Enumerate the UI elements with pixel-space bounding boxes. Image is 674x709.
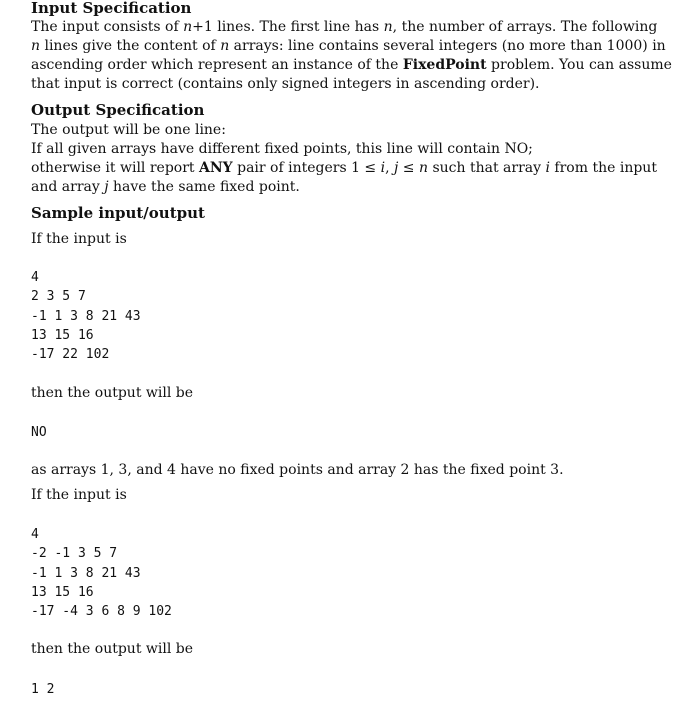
example1-input-line: 4 <box>31 270 39 285</box>
input-spec-line-3: ascending order which represent an instance of the FixedPoint problem. You can assume <box>31 57 672 73</box>
output-spec-line-3: otherwise it will report ANY pair of integers 1 ≤ i, j ≤ n such that array i from the input <box>31 160 657 176</box>
example2-input-line: 4 <box>31 527 39 542</box>
example1-explanation: as arrays 1, 3, and 4 have no fixed points and array 2 has the fixed point 3. <box>31 462 564 478</box>
example2-output: 1 2 <box>31 682 55 697</box>
example1-input-line: -17 22 102 <box>31 347 110 363</box>
example1-input-line: 13 15 16 <box>31 327 94 343</box>
example2-input-line: -1 1 3 8 21 43 <box>31 565 141 581</box>
input-spec-line-2: n lines give the content of n arrays: line contains several integers (no more than 1000) in <box>31 38 666 54</box>
example2-intro: If the input is <box>31 487 127 503</box>
input-spec-line-4: that input is correct (contains only signed integers in ascending order). <box>31 76 540 92</box>
example1-output: NO <box>31 425 47 440</box>
example2-input-line: -17 -4 3 6 8 9 102 <box>31 604 172 620</box>
example2-then: then the output will be <box>31 641 194 657</box>
input-spec-heading: Input Specification <box>31 0 192 17</box>
example1-input-block <box>31 268 141 364</box>
example1-then: then the output will be <box>31 385 194 401</box>
output-spec-line-1: The output will be one line: <box>31 122 226 138</box>
sample-heading: Sample input/output <box>31 204 205 222</box>
output-spec-heading: Output Specification <box>31 101 205 119</box>
example2-input-line: 13 15 16 <box>31 584 94 600</box>
input-spec-line-1: The input consists of n+1 lines. The first line has n, the number of arrays. The following <box>31 19 658 35</box>
example1-intro: If the input is <box>31 231 127 247</box>
output-spec-line-2: If all given arrays have different fixed points, this line will contain NO; <box>31 141 533 157</box>
example1-input-line: 2 3 5 7 <box>31 289 86 305</box>
example2-input-block <box>31 525 172 621</box>
example2-input-line: -2 -1 3 5 7 <box>31 546 118 562</box>
example1-input-line: -1 1 3 8 21 43 <box>31 308 141 324</box>
output-spec-line-4: and array j have the same fixed point. <box>31 179 300 195</box>
